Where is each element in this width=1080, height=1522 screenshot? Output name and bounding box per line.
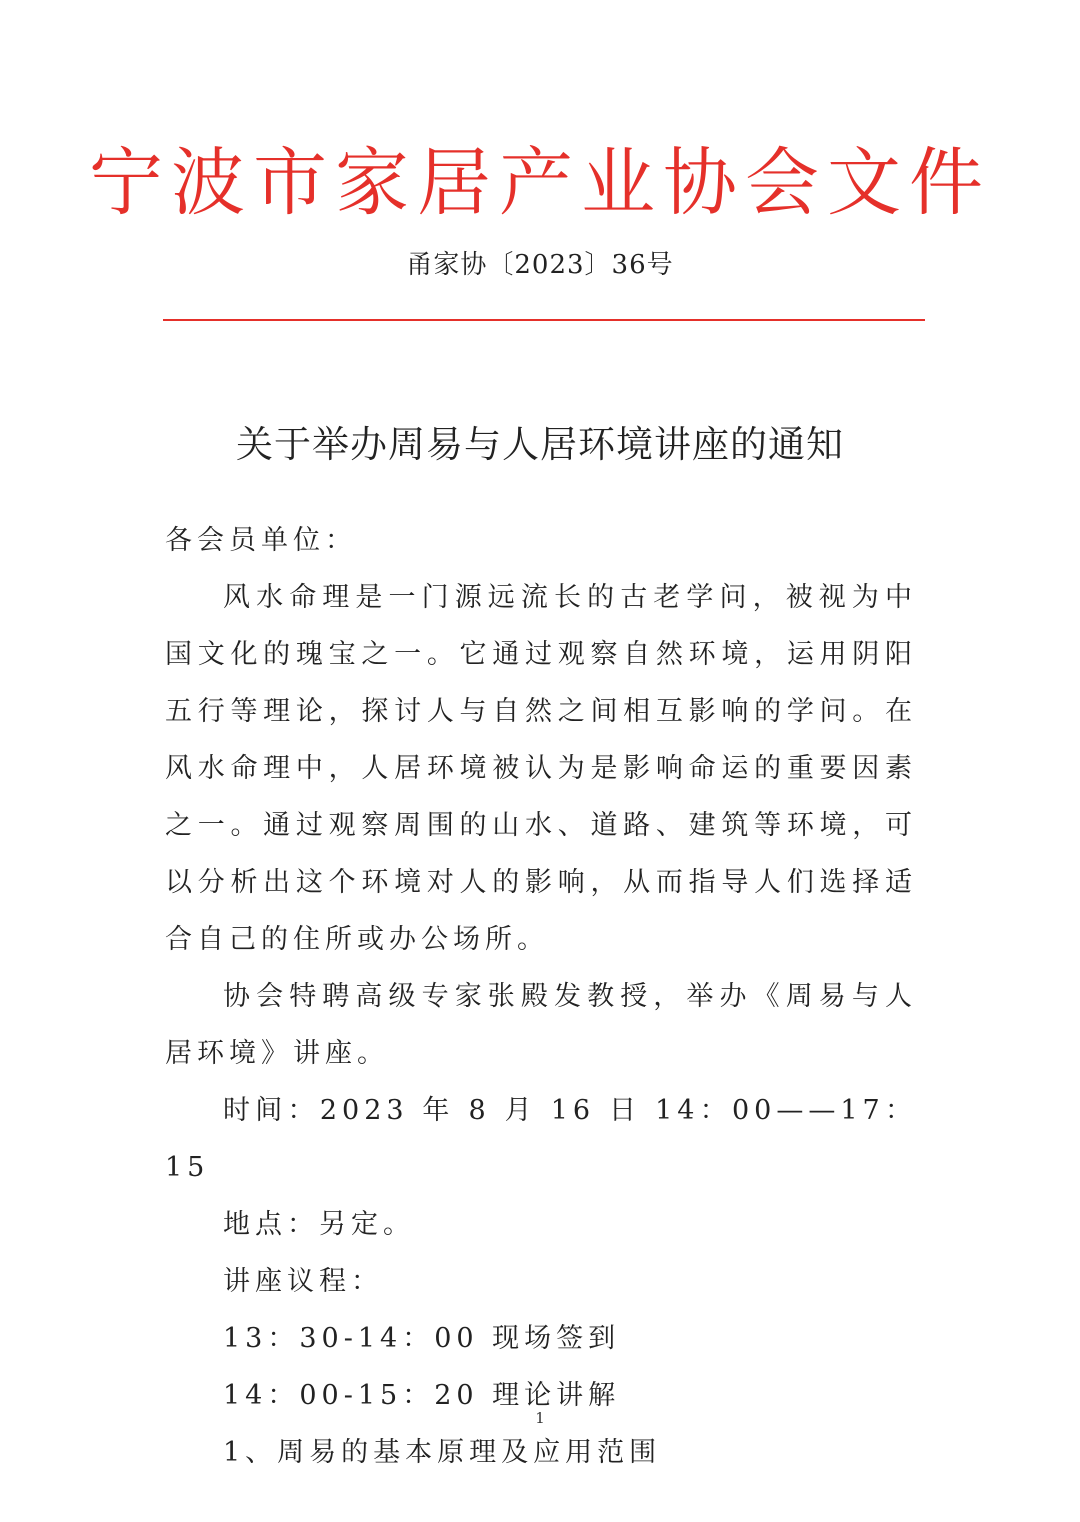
paragraph-intro: 风水命理是一门源远流长的古老学问，被视为中国文化的瑰宝之一。它通过观察自然环境，运用阴阳五行等理论，探讨人与自然之间相互影响的学问。在风水命理中，人居环境被认为是影响命运的重要因素之一。通过观察周围的山水、道路、建筑等环境，可以分析出这个环境对人的影响，从而指导人们选择适合自己的住所或办公场所。 xyxy=(165,582,917,955)
document-header-title: 宁波市家居产业协会文件 xyxy=(89,140,991,226)
agenda-item: 1、周易的基本原理及应用范围 xyxy=(223,1437,662,1468)
lecture-location: 地点：另定。 xyxy=(223,1209,415,1240)
notice-body xyxy=(165,512,917,1481)
agenda-label: 讲座议程： xyxy=(223,1266,383,1297)
agenda-item: 14：00-15：20 理论讲解 xyxy=(223,1380,621,1411)
paragraph-lecture: 协会特聘高级专家张殿发教授，举办《周易与人居环境》讲座。 xyxy=(165,981,917,1069)
page-number: 1 xyxy=(535,1409,545,1427)
salutation: 各会员单位： xyxy=(165,525,357,556)
agenda-item: 13：30-14：00 现场签到 xyxy=(223,1323,621,1354)
header-divider xyxy=(163,319,925,321)
notice-title: 关于举办周易与人居环境讲座的通知 xyxy=(236,423,844,466)
document-number: 甬家协〔2023〕36号 xyxy=(406,250,674,280)
lecture-time: 时间：2023 年 8 月 16 日 14：00——17：15 xyxy=(165,1095,917,1183)
